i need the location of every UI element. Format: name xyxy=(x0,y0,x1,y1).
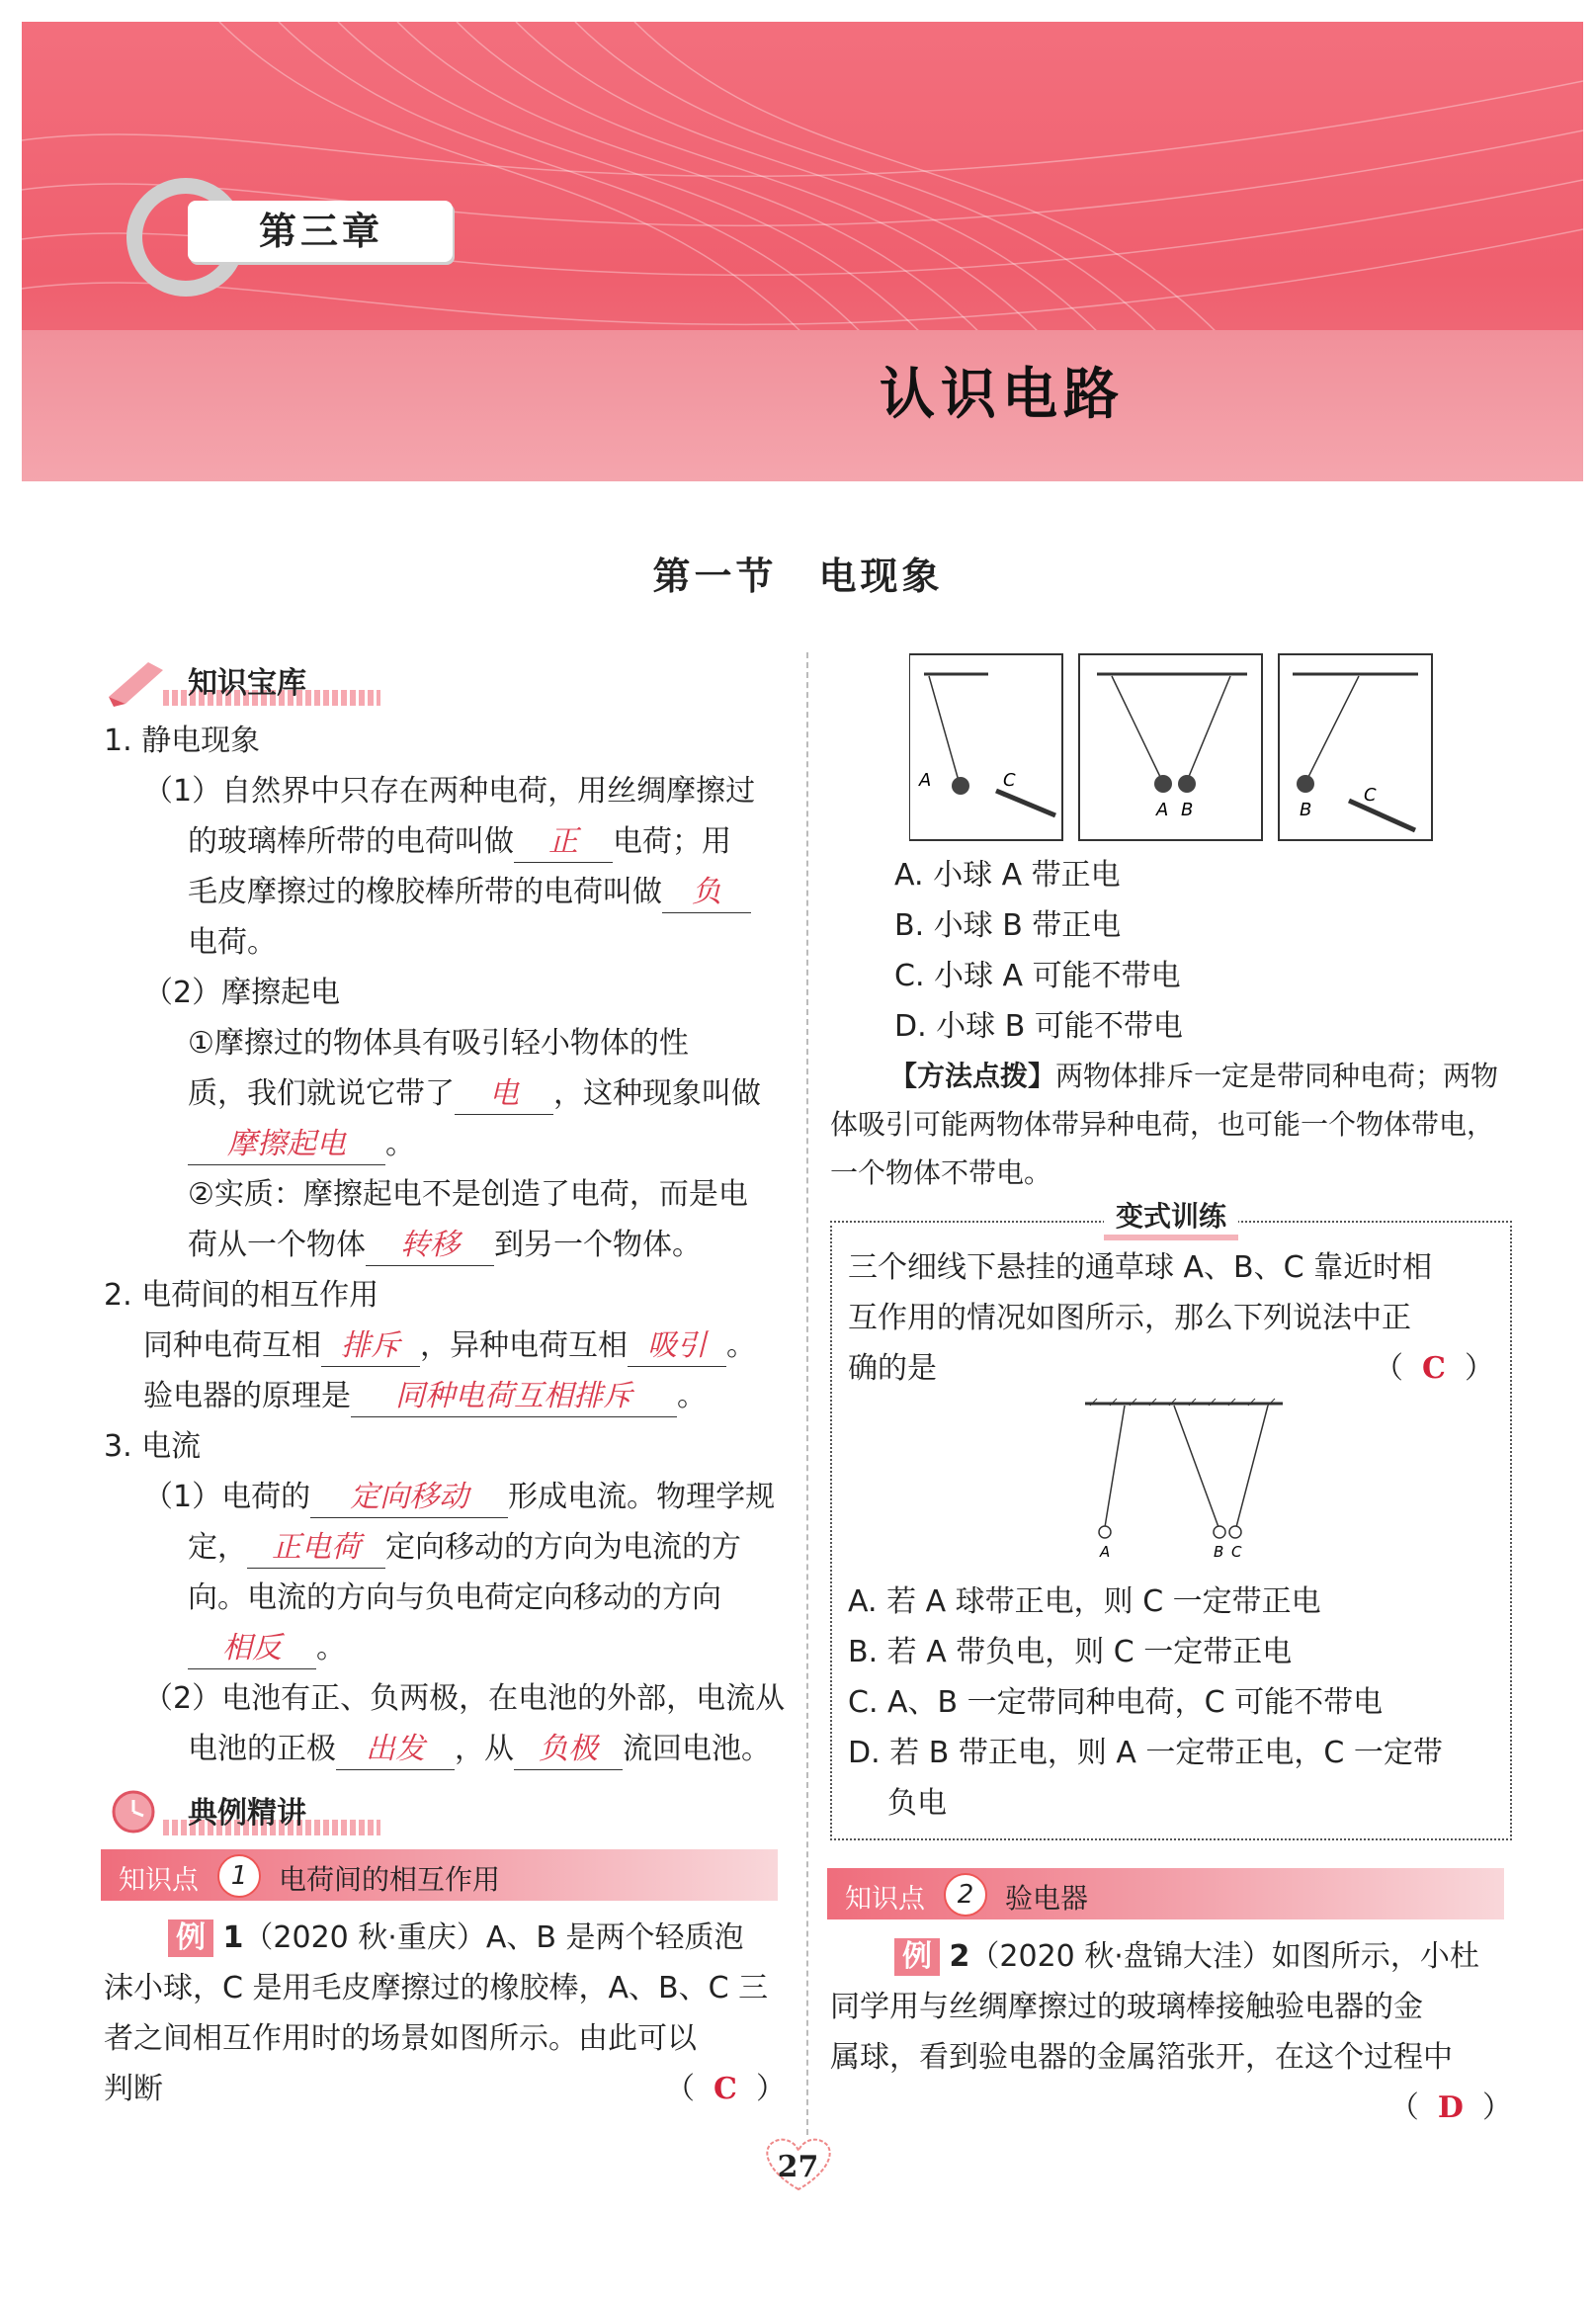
examples-heading xyxy=(104,1782,786,1841)
k1-text: ①摩擦过的物体具有吸引轻小物体的性 xyxy=(188,1026,689,1061)
fig-label: C xyxy=(1364,785,1377,806)
answer-bracket: （ C ） xyxy=(664,2072,786,2106)
variant-figure xyxy=(848,1394,1494,1577)
k2-line: 同种电荷互相 排斥 ，异种电荷互相 吸引 。 xyxy=(104,1321,786,1371)
banner-lower-band xyxy=(22,330,1583,481)
variant-option-d-cont: 负电 xyxy=(887,1786,947,1821)
knowledge-point-tag: 知识点 xyxy=(119,1865,199,1896)
variant-option-a: A. 若 A 球带正电，则 C 一定带正电 xyxy=(848,1584,1321,1619)
fill-blank: 摩擦起电 xyxy=(188,1125,385,1165)
k1-text: 电荷。 xyxy=(188,925,277,960)
variant-question: 互作用的情况如图所示，那么下列说法中正 xyxy=(848,1301,1411,1335)
fill-blank: 正 xyxy=(514,822,613,863)
page-number: 27 xyxy=(777,2150,819,2184)
example-label: 例 xyxy=(168,1919,213,1957)
k2-title: 2. 电荷间的相互作用 xyxy=(104,1278,379,1313)
k2-line: 验电器的原理是 同种电荷互相排斥 。 xyxy=(104,1371,786,1421)
variant-title: 变式训练 xyxy=(1104,1199,1238,1240)
variant-option-d: D. 若 B 带正电，则 A 一定带正电，C 一定带 xyxy=(848,1736,1443,1770)
knowledge-point-title: 验电器 xyxy=(1005,1882,1089,1915)
answer-bracket: （ C ） xyxy=(1373,1351,1494,1386)
answer-bracket: （ D ） xyxy=(1388,2090,1512,2125)
example-1-line1: 例 1（2020 秋·重庆）A、B 是两个轻质泡 xyxy=(104,1913,786,1963)
section-title: 第一节 电现象 xyxy=(652,554,944,598)
fill-blank: 电 xyxy=(455,1074,553,1115)
k1-title: 1. 静电现象 xyxy=(104,724,261,758)
variant-option-b: B. 若 A 带负电，则 C 一定带正电 xyxy=(848,1635,1293,1669)
method-text: 两物体排斥一定是带同种电荷；两物体吸引可能两物体带异种电荷，也可能一个物体带电，一个物体不带电。 xyxy=(830,1060,1499,1189)
chapter-label: 第三章 xyxy=(188,201,453,262)
chapter-title: 认识电路 xyxy=(880,363,1125,427)
knowledge-heading-label: 知识宝库 xyxy=(188,666,306,701)
k3-text: （2）电池有正、负两极，在电池的外部，电流从 xyxy=(143,1681,786,1716)
fig-label: C xyxy=(1231,1543,1242,1561)
fill-blank: 负 xyxy=(662,873,751,913)
variant-training-box xyxy=(830,1200,1512,1840)
example-2-answer: D xyxy=(1437,2090,1464,2125)
k3-line: 定， 正电荷 定向移动的方向为电流的方 xyxy=(104,1522,786,1573)
example-1-line4: 判断 （ C ） xyxy=(104,2064,786,2114)
k1-text: ②实质：摩擦起电不是创造了电荷，而是电 xyxy=(188,1177,748,1212)
pendulum-figure xyxy=(909,652,1443,845)
examples-heading-label: 典例精讲 xyxy=(188,1796,306,1831)
fig-label: B xyxy=(1214,1543,1224,1561)
fig-label: B xyxy=(1300,800,1312,820)
example-2-text: 同学用与丝绸摩擦过的玻璃棒接触验电器的金 xyxy=(830,1990,1423,2024)
three-balls-figure xyxy=(1075,1394,1293,1572)
column-divider xyxy=(806,652,808,2135)
knowledge-point-1 xyxy=(101,1849,778,1901)
knowledge-heading xyxy=(104,652,786,712)
k1-line-c: 毛皮摩擦过的橡胶棒所带的电荷叫做 负 xyxy=(104,867,786,917)
fig-label: A xyxy=(1100,1543,1111,1561)
k3-title: 3. 电流 xyxy=(104,1429,202,1464)
example-2-text: 属球，看到验电器的金属箔张开，在这个过程中 xyxy=(830,2040,1453,2075)
example-label: 例 xyxy=(894,1938,940,1976)
variant-option-c: C. A、B 一定带同种电荷，C 可能不带电 xyxy=(848,1685,1384,1720)
fill-blank: 出发 xyxy=(336,1730,455,1770)
method-label: 【方法点拨】 xyxy=(889,1060,1056,1092)
k1-line-b: 的玻璃棒所带的电荷叫做 正 电荷；用 xyxy=(104,816,786,867)
option-b: B. 小球 B 带正电 xyxy=(894,908,1122,943)
k3-line: （1）电荷的 定向移动 形成电流。物理学规 xyxy=(104,1472,786,1522)
fill-blank: 转移 xyxy=(366,1226,494,1266)
knowledge-point-title: 电荷间的相互作用 xyxy=(279,1863,501,1896)
fig-label: B xyxy=(1181,800,1194,820)
option-c: C. 小球 A 可能不带电 xyxy=(894,959,1181,993)
k3-line: 电池的正极 出发 ，从 负极 流回电池。 xyxy=(104,1724,786,1774)
knowledge-point-tag: 知识点 xyxy=(845,1884,925,1915)
fill-blank: 相反 xyxy=(188,1629,316,1669)
knowledge-point-number: 1 xyxy=(217,1854,261,1898)
fill-blank: 吸引 xyxy=(628,1326,726,1367)
k1-line: 摩擦起电 。 xyxy=(104,1119,786,1169)
option-a: A. 小球 A 带正电 xyxy=(894,858,1121,893)
fig-label: C xyxy=(1003,770,1016,791)
variant-question-line3: 确的是 （ C ） xyxy=(848,1343,1494,1394)
example-1-text: 者之间相互作用时的场景如图所示。由此可以 xyxy=(104,2021,697,2056)
left-column xyxy=(104,652,786,2114)
right-column xyxy=(830,652,1512,2133)
variant-question: 三个细线下悬挂的通草球 A、B、C 靠近时相 xyxy=(848,1250,1433,1285)
example-2-line1: 例 2（2020 秋·盘锦大洼）如图所示，小杜 xyxy=(830,1931,1512,1982)
example-1-text: 沫小球，C 是用毛皮摩擦过的橡胶棒，A、B、C 三 xyxy=(104,1971,769,2005)
fill-blank: 排斥 xyxy=(321,1326,420,1367)
fill-blank: 同种电荷互相排斥 xyxy=(351,1377,677,1417)
k1-line: 荷从一个物体 转移 到另一个物体。 xyxy=(104,1220,786,1270)
fill-blank: 正电荷 xyxy=(247,1528,385,1569)
k1-line: 质，我们就说它带了 电 ，这种现象叫做 xyxy=(104,1068,786,1119)
example-1-answer: C xyxy=(714,2072,737,2106)
fill-blank: 定向移动 xyxy=(310,1478,508,1518)
method-tip xyxy=(830,1052,1512,1197)
example-2-answer-line xyxy=(830,2083,1512,2133)
k1-subtitle: （2）摩擦起电 xyxy=(143,976,341,1010)
k3-text: 向。电流的方向与负电荷定向移动的方向 xyxy=(188,1580,721,1615)
fig-label: A xyxy=(919,770,932,791)
k1-text: （1）自然界中只存在两种电荷，用丝绸摩擦过 xyxy=(143,774,756,809)
variant-answer: C xyxy=(1422,1351,1446,1386)
example-1-figures xyxy=(830,652,1512,850)
knowledge-point-2 xyxy=(827,1868,1504,1919)
k3-line: 相反 。 xyxy=(104,1623,786,1673)
option-d: D. 小球 B 可能不带电 xyxy=(894,1009,1183,1044)
fill-blank: 负极 xyxy=(514,1730,623,1770)
knowledge-point-number: 2 xyxy=(944,1873,987,1917)
fig-label: A xyxy=(1156,800,1169,820)
